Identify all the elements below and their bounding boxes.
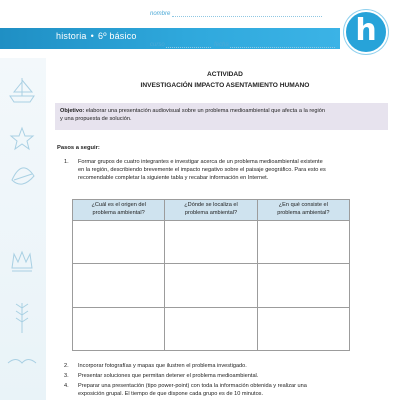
leaf-icon <box>12 168 34 184</box>
table-cell[interactable] <box>73 221 165 264</box>
table-header-location <box>165 200 257 221</box>
header-line: problema ambiental? <box>92 209 145 216</box>
step-4 <box>64 382 394 400</box>
step-1-line: recomendable completar la siguiente tabla y recabar información en Internet. <box>78 175 269 182</box>
table-row <box>73 221 350 264</box>
ship-icon <box>10 78 34 102</box>
table-cell[interactable] <box>257 307 349 350</box>
star-icon <box>11 128 33 149</box>
table-header-row <box>73 200 350 221</box>
table-cell[interactable] <box>165 221 257 264</box>
table-cell[interactable] <box>73 264 165 307</box>
research-table <box>72 199 350 351</box>
bird-icon <box>8 360 36 364</box>
logo-letter: h <box>355 13 377 48</box>
step-1-line: Formar grupos de cuatro integrantes e investigar acerca de un problema medioambiental existente <box>78 159 323 165</box>
step-4-line: exposición grupal. El tiempo de que dispone cada grupo es de 10 minutos. <box>78 391 264 398</box>
step-1-line: en la región, describiendo brevemente el impacto negativo sobre el paisaje geográfico. Para esto es <box>78 167 326 174</box>
activity-subtitle: INVESTIGACIÓN IMPACTO ASENTAMIENTO HUMANO <box>140 82 310 89</box>
activity-title: ACTIVIDAD <box>207 71 243 78</box>
subject-label <box>56 31 137 41</box>
decorative-sidebar <box>0 58 46 400</box>
table-cell[interactable] <box>257 264 349 307</box>
step-4-text <box>78 382 307 398</box>
table-cell[interactable] <box>165 264 257 307</box>
decorative-icons <box>0 58 46 400</box>
name-field-line[interactable] <box>172 11 322 17</box>
crown-icon <box>12 252 32 271</box>
subject-name: historia <box>56 31 87 41</box>
objective-text-1: elaborar una presentación audiovisual sobre un problema medioambiental que afecta a la región <box>84 108 325 114</box>
step-2-number: 2. <box>64 363 69 369</box>
objective-text-2: y una propuesta de solución. <box>60 116 132 122</box>
logo <box>344 10 388 54</box>
table-header-origin <box>73 200 165 221</box>
date-field-label: fecha <box>214 42 229 48</box>
date-field <box>214 42 335 48</box>
course-field-label: curso <box>150 42 165 48</box>
wheat-icon <box>16 303 28 333</box>
table-row <box>73 264 350 307</box>
header-line: ¿En qué consiste el <box>278 202 328 208</box>
course-field-line[interactable] <box>166 42 211 48</box>
date-field-line[interactable] <box>230 42 335 48</box>
objective-label: Objetivo: <box>60 108 85 114</box>
step-3 <box>64 372 394 380</box>
name-field-label: nombre <box>150 11 171 17</box>
header-line: ¿Dónde se localiza el <box>184 202 238 208</box>
objective-box <box>55 103 388 130</box>
subject-separator: • <box>90 31 94 41</box>
step-4-line: Preparar una presentación (tipo power-point) con toda la información obtenida y realizar una <box>78 383 307 389</box>
step-2-text: Incorporar fotografías y mapas que ilustren el problema investigado. <box>78 363 247 369</box>
table-row <box>73 307 350 350</box>
header-line: ¿Cuál es el origen del <box>91 202 146 208</box>
step-4-number: 4. <box>64 383 69 389</box>
header-line: problema ambiental? <box>184 209 238 216</box>
page-header <box>0 0 400 58</box>
step-1 <box>64 158 394 184</box>
header-line: problema ambiental? <box>277 209 330 216</box>
table-header-description <box>257 200 349 221</box>
table-cell[interactable] <box>73 307 165 350</box>
step-1-number: 1. <box>64 159 69 165</box>
steps-title: Pasos a seguir: <box>57 145 100 151</box>
table-cell[interactable] <box>165 307 257 350</box>
course-field <box>150 42 211 48</box>
step-2 <box>64 362 394 370</box>
grade-label: 6º básico <box>97 31 137 41</box>
objective-line-1 <box>60 107 383 115</box>
step-3-number: 3. <box>64 373 69 379</box>
table-cell[interactable] <box>257 221 349 264</box>
step-3-text: Presentar soluciones que permitan detener el problema medioambiental. <box>78 373 259 379</box>
name-field <box>150 11 322 17</box>
step-1-text <box>78 158 326 183</box>
